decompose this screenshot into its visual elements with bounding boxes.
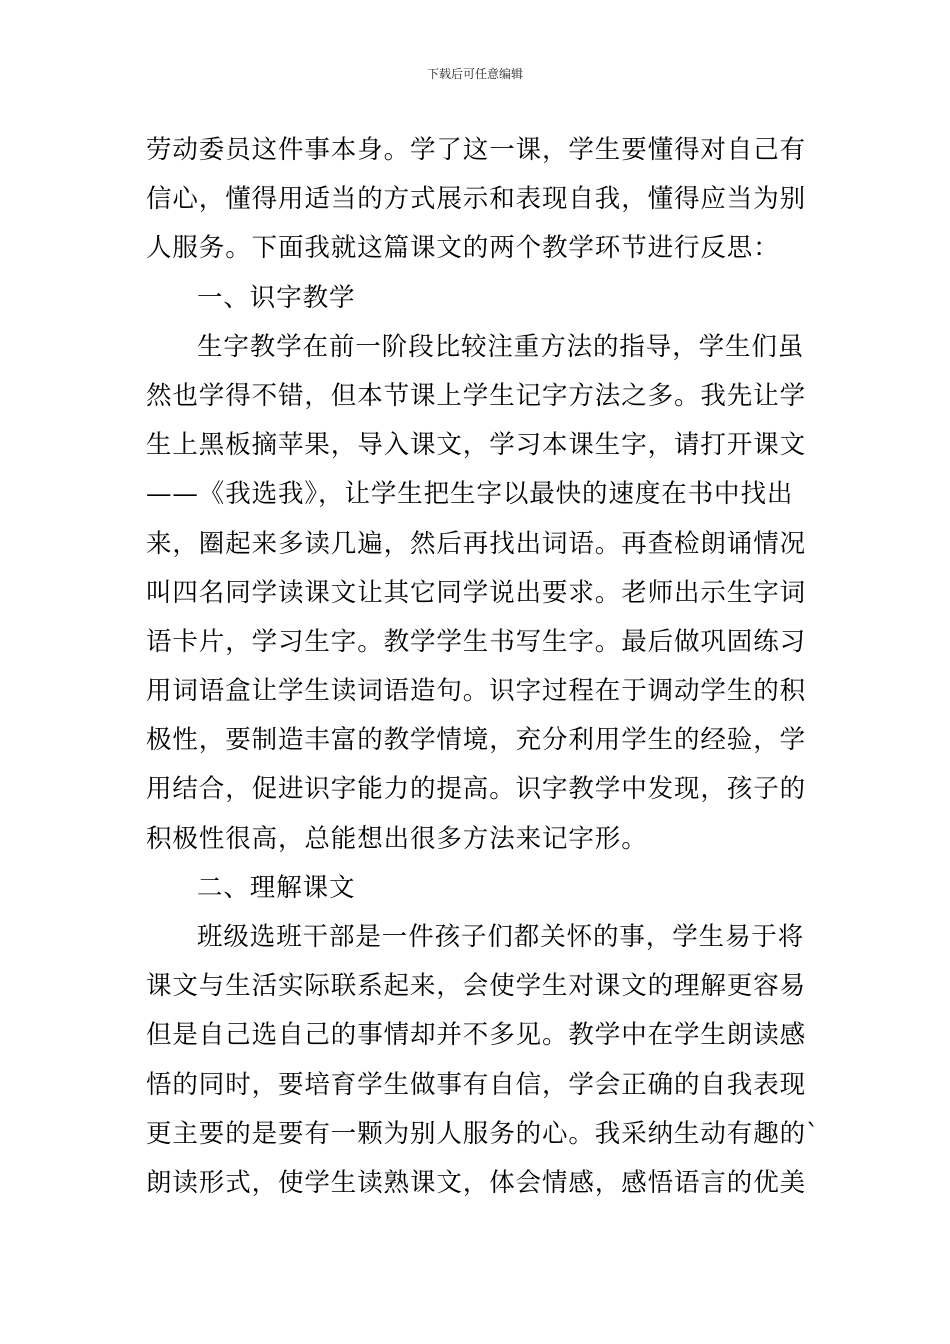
paragraph-first-line: 班级选班干部是一件孩子们都关怀的事，学生易于将 (197, 922, 805, 952)
text-line: 来，圈起来多读几遍，然后再找出词语。再查检朗诵情况 (146, 528, 807, 559)
text-line: 用词语盒让学生读词语造句。识字过程在于调动学生的积 (146, 676, 807, 707)
text-line: 叫四名同学读课文让其它同学说出要求。老师出示生字词 (146, 577, 807, 608)
header-note: 下载后可任意编辑 (426, 67, 523, 81)
text-line: 悟的同时，要培育学生做事有自信，学会正确的自我表现 (146, 1069, 807, 1100)
body-text (146, 126, 820, 1208)
paragraph-first-line: 生字教学在前一阶段比较注重方法的指导，学生们虽 (197, 331, 805, 362)
text-line: 生上黑板摘苹果，导入课文，学习本课生字，请打开课文 (146, 430, 807, 461)
text-line: 更主要的是要有一颗为别人服务的心。我采纳生动有趣的` (146, 1118, 820, 1149)
text-line: 人服务。下面我就这篇课文的两个教学环节进行反思： (146, 233, 780, 264)
text-line: 用结合，促进识字能力的提高。识字教学中发现，孩子的 (146, 774, 807, 805)
text-line: 朗读形式，使学生读熟课文，体会情感，感悟语言的优美 (146, 1167, 807, 1198)
text-line: 但是自己选自己的事情却并不多见。教学中在学生朗读感 (146, 1020, 807, 1051)
text-line: 积极性很高，总能想出很多方法来记字形。 (146, 823, 648, 854)
section-heading: 二、理解课文 (197, 872, 356, 903)
text-line: ——《我选我》，让学生把生字以最快的速度在书中找出 (146, 479, 794, 510)
text-line: 信心，懂得用适当的方式展示和表现自我，懂得应当为别 (146, 184, 807, 215)
text-line: 极性，要制造丰富的教学情境，充分利用学生的经验，学 (146, 725, 807, 756)
text-line: 语卡片，学习生字。教学学生书写生字。最后做巩固练习 (146, 626, 807, 657)
text-line: 劳动委员这件事本身。学了这一课，学生要懂得对自己有 (146, 135, 807, 165)
text-line: 课文与生活实际联系起来，会使学生对课文的理解更容易 (146, 971, 807, 1002)
section-heading: 一、识字教学 (197, 282, 356, 313)
text-line: 然也学得不错，但本节课上学生记字方法之多。我先让学 (146, 380, 807, 411)
